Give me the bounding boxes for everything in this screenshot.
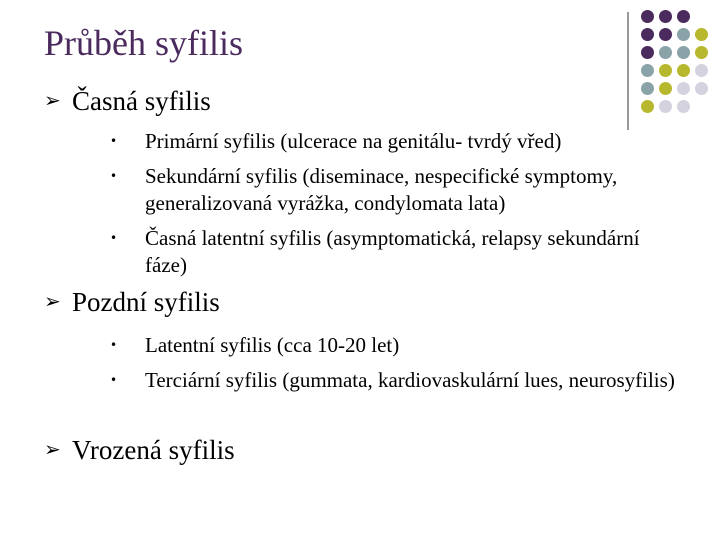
dot: [641, 28, 654, 41]
dot: [641, 64, 654, 77]
arrow-bullet-icon: ➢: [44, 437, 61, 461]
dot: [695, 82, 708, 95]
dot: [677, 100, 690, 113]
bullet-icon: •: [110, 231, 118, 245]
dot: [695, 28, 708, 41]
arrow-bullet-icon: ➢: [44, 289, 61, 313]
dot: [659, 46, 672, 59]
divider-line: [627, 12, 629, 130]
dot: [695, 64, 708, 77]
dot: [641, 100, 654, 113]
dot: [677, 28, 690, 41]
dot: [677, 82, 690, 95]
list-item-text: Latentní syfilis (cca 10-20 let): [145, 333, 400, 357]
list-item-text: Terciární syfilis (gummata, kardiovaskulární lues, neurosyfilis): [145, 368, 675, 392]
section-heading-text: Časná syfilis: [72, 86, 211, 116]
list-item-text: Časná latentní syfilis (asymptomatická, relapsy sekundární fáze): [145, 226, 640, 277]
dot: [659, 28, 672, 41]
dot: [659, 100, 672, 113]
slide-title: Průběh syfilis: [44, 23, 244, 63]
dot: [677, 46, 690, 59]
dot: [641, 10, 654, 23]
dot: [659, 64, 672, 77]
dot: [677, 64, 690, 77]
list-item-text: Primární syfilis (ulcerace na genitálu- tvrdý vřed): [145, 129, 562, 153]
dot: [641, 82, 654, 95]
dot: [659, 82, 672, 95]
dot: [641, 46, 654, 59]
arrow-bullet-icon: ➢: [44, 88, 61, 112]
section-heading-text: Vrozená syfilis: [72, 435, 235, 465]
dot: [695, 46, 708, 59]
dot: [659, 10, 672, 23]
section-heading-text: Pozdní syfilis: [72, 287, 220, 317]
bullet-icon: •: [110, 169, 118, 183]
bullet-icon: •: [110, 134, 118, 148]
list-item-text: Sekundární syfilis (diseminace, nespecifické symptomy, generalizovaná vyrážka, condylomata lata): [145, 164, 618, 215]
bullet-icon: •: [110, 338, 118, 352]
bullet-icon: •: [110, 373, 118, 387]
dot: [677, 10, 690, 23]
